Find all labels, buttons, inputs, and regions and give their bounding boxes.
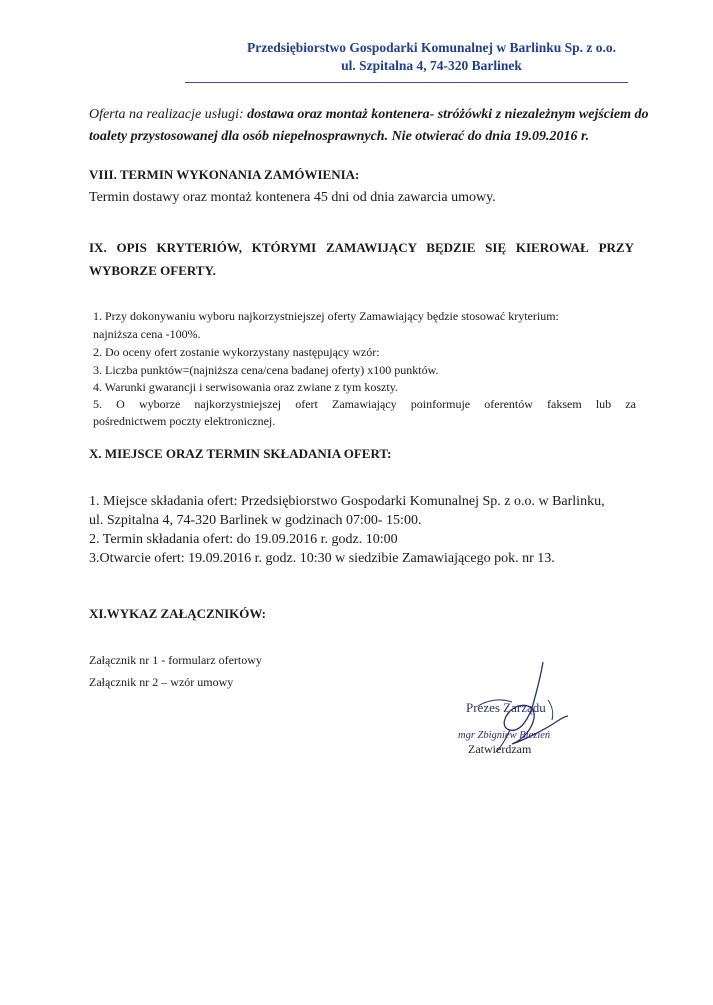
- company-address: ul. Szpitalna 4, 74-320 Barlinek: [341, 58, 522, 73]
- offer-title-line2: toalety przystosowanej dla osób niepełnosprawnych. Nie otwierać do dnia 19.09.2016 r.: [89, 129, 590, 144]
- offer-title-line1: dostawa oraz montaż kontenera- stróżówki z niezależnym wejściem do: [247, 107, 649, 122]
- section9-item: 2. Do oceny ofert zostanie wykorzystany następujący wzór:: [93, 345, 380, 359]
- offer-prefix: Oferta na realizacje usługi:: [89, 107, 248, 122]
- offer-subject: [89, 104, 687, 148]
- attachment-item: Załącznik nr 1 - formularz ofertowy: [89, 653, 262, 667]
- stamp-title: Prezes Zarządu: [466, 700, 546, 715]
- section10-item: 2. Termin składania ofert: do 19.09.2016 r. godz. 10:00: [89, 532, 398, 547]
- header-divider: [185, 82, 628, 83]
- section9-item: 3. Liczba punktów=(najniższa cena/cena badanej oferty) x100 punktów.: [93, 363, 439, 377]
- section8-heading: VIII. TERMIN WYKONANIA ZAMÓWIENIA:: [89, 167, 360, 182]
- section9-heading-line2: WYBORZE OFERTY.: [89, 263, 216, 278]
- section10-item: 3.Otwarcie ofert: 19.09.2016 r. godz. 10:30 w siedzibie Zamawiającego pok. nr 13.: [89, 551, 555, 566]
- section10-heading: X. MIEJSCE ORAZ TERMIN SKŁADANIA OFERT:: [89, 446, 392, 461]
- section9-item: najniższa cena -100%.: [93, 327, 201, 341]
- section9-heading-line1: IX. OPIS KRYTERIÓW, KTÓRYMI ZAMAWIJĄCY BĘDZIE SIĘ KIEROWAŁ PRZY: [89, 240, 634, 255]
- section10-item: ul. Szpitalna 4, 74-320 Barlinek w godzinach 07:00- 15:00.: [89, 513, 422, 528]
- handwritten-signature: [448, 660, 588, 770]
- section9-item: 4. Warunki gwarancji i serwisowania oraz zwiane z tym koszty.: [93, 380, 398, 394]
- stamp-name: mgr Zbigniew Blezień: [458, 730, 551, 741]
- section9-item: 1. Przy dokonywaniu wyboru najkorzystniejszej oferty Zamawiający będzie stosować kryterium:: [93, 309, 559, 323]
- section11-heading: XI.WYKAZ ZAŁĄCZNIKÓW:: [89, 606, 266, 621]
- company-name: Przedsiębiorstwo Gospodarki Komunalnej w Barlinku Sp. z o.o.: [246, 40, 617, 55]
- section9-item: pośrednictwem poczty elektronicznej.: [93, 414, 276, 428]
- attachment-item: Załącznik nr 2 – wzór umowy: [89, 675, 234, 689]
- section9-item: 5. O wyborze najkorzystniejszej ofert Zamawiający poinformuje oferentów faksem lub za: [93, 397, 636, 411]
- section10-item: 1. Miejsce składania ofert: Przedsiębiorstwo Gospodarki Komunalnej Sp. z o.o. w Barlinku,: [89, 494, 605, 509]
- section8-text: Termin dostawy oraz montaż kontenera 45 dni od dnia zawarcia umowy.: [89, 190, 496, 205]
- approval-label: Zatwierdzam: [468, 742, 532, 756]
